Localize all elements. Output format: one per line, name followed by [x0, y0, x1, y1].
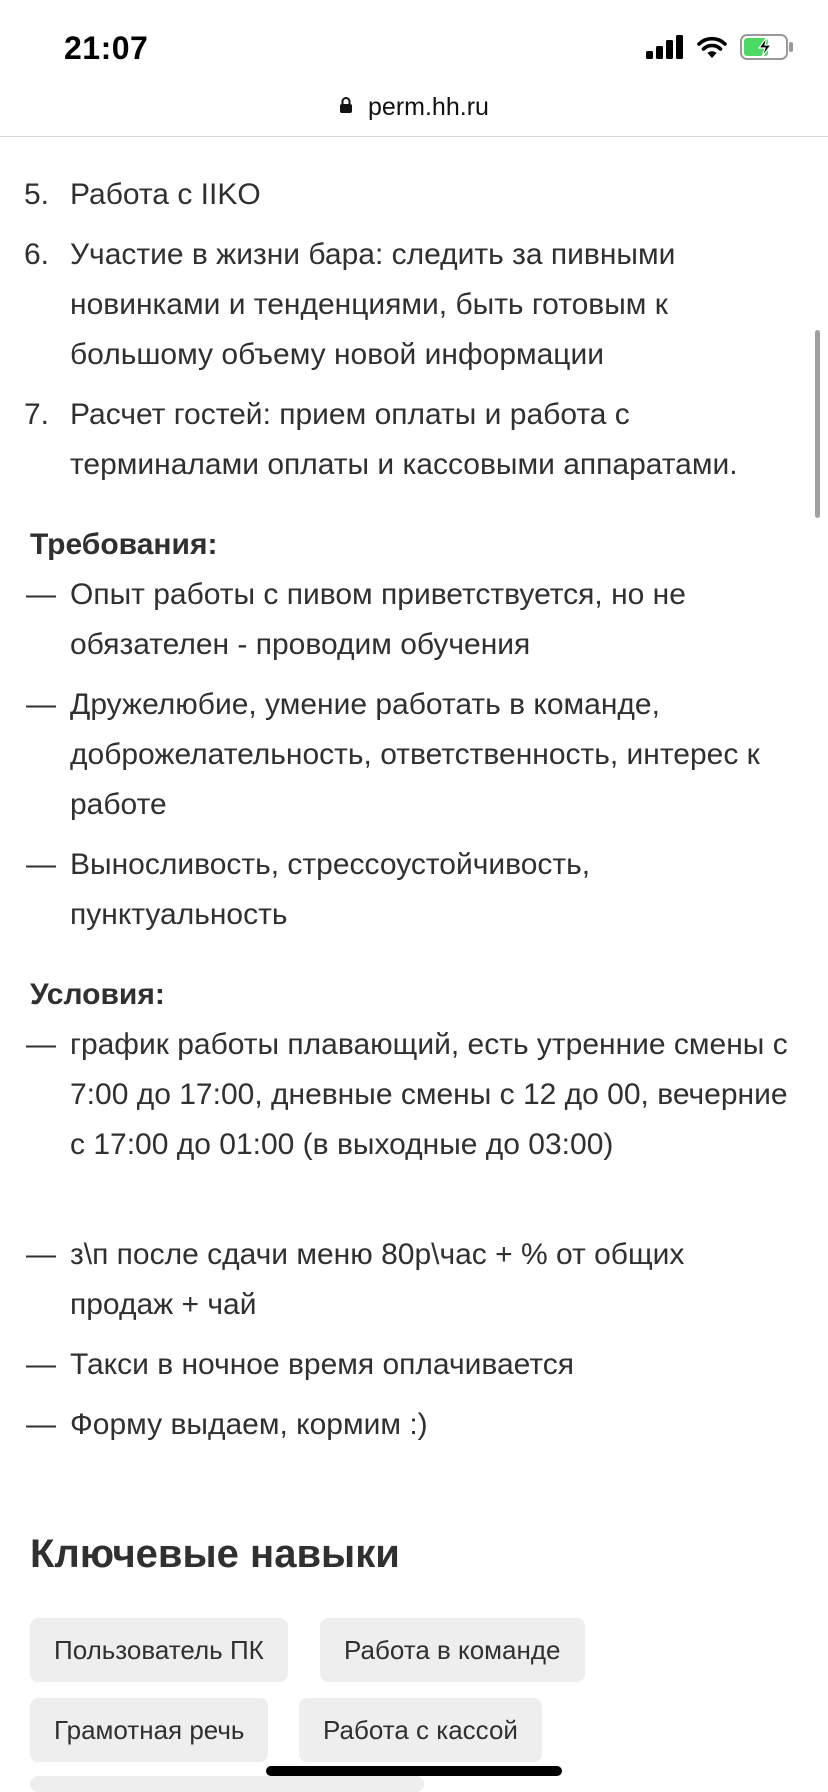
- dash-marker: —: [26, 848, 56, 881]
- wifi-icon: [696, 35, 728, 59]
- dash-marker: —: [26, 1348, 56, 1381]
- dash-marker: —: [26, 1408, 56, 1441]
- url-text: perm.hh.ru: [368, 92, 489, 121]
- condition-item: [26, 1230, 790, 1330]
- scrollbar-thumb[interactable]: [815, 330, 820, 518]
- requirement-text: Выносливость, стрессоустойчивость, пунктуальность: [70, 848, 591, 931]
- condition-text: Форму выдаем, кормим :): [70, 1408, 428, 1441]
- skill-chip[interactable]: Работа с кассой: [299, 1698, 542, 1762]
- address-bar[interactable]: [0, 86, 828, 137]
- condition-item: [26, 1400, 790, 1450]
- home-indicator[interactable]: [266, 1766, 562, 1776]
- battery-charging-icon: [740, 34, 794, 60]
- conditions-title: Условия:: [30, 978, 165, 1011]
- duty-text: Расчет гостей: прием оплаты и работа с терминалами оплаты и кассовыми аппаратами.: [70, 398, 738, 481]
- requirement-item: [26, 680, 790, 830]
- signal-icon: [646, 35, 684, 59]
- condition-text: Такси в ночное время оплачивается: [70, 1348, 574, 1381]
- requirement-text: Дружелюбие, умение работать в команде, доброжелательность, ответственность, интерес к работе: [70, 688, 760, 821]
- condition-item: [26, 1020, 790, 1170]
- skill-chip[interactable]: Работа в команде: [320, 1618, 585, 1682]
- duty-item-7: [24, 390, 790, 490]
- url-display[interactable]: [0, 92, 828, 122]
- skill-chip[interactable]: Грамотная речь: [30, 1698, 268, 1762]
- dash-marker: —: [26, 688, 56, 721]
- list-number: 6.: [24, 238, 50, 271]
- dash-marker: —: [26, 1238, 56, 1271]
- skill-chip-partial[interactable]: [30, 1776, 424, 1792]
- lock-icon: [339, 96, 353, 114]
- dash-marker: —: [26, 578, 56, 611]
- requirement-item: [26, 570, 790, 670]
- duty-text: Участие в жизни бара: следить за пивными новинками и тенденциями, быть готовым к большому объему новой информации: [70, 238, 676, 371]
- duty-item-5: [24, 170, 790, 220]
- requirement-text: Опыт работы с пивом приветствуется, но не обязателен - проводим обучения: [70, 578, 686, 661]
- key-skills-title: Ключевые навыки: [30, 1532, 400, 1576]
- duty-text: Работа с IIKO: [70, 178, 261, 211]
- skill-chip[interactable]: Пользователь ПК: [30, 1618, 288, 1682]
- condition-text: график работы плавающий, есть утренние смены с 7:00 до 17:00, дневные смены с 12 до 00, вечерние с 17:00 до 01:00 (в выходные до 03:00): [70, 1028, 788, 1161]
- duty-item-6: [24, 230, 790, 380]
- requirements-title: Требования:: [30, 528, 218, 561]
- condition-text: з\п после сдачи меню 80р\час + % от общих продаж + чай: [70, 1238, 685, 1321]
- list-number: 7.: [24, 398, 50, 431]
- status-bar: [0, 0, 828, 100]
- condition-item: [26, 1340, 790, 1390]
- list-number: 5.: [24, 178, 50, 211]
- requirement-item: [26, 840, 790, 940]
- status-icons: [646, 34, 794, 60]
- status-time: 21:07: [64, 30, 149, 66]
- dash-marker: —: [26, 1028, 56, 1061]
